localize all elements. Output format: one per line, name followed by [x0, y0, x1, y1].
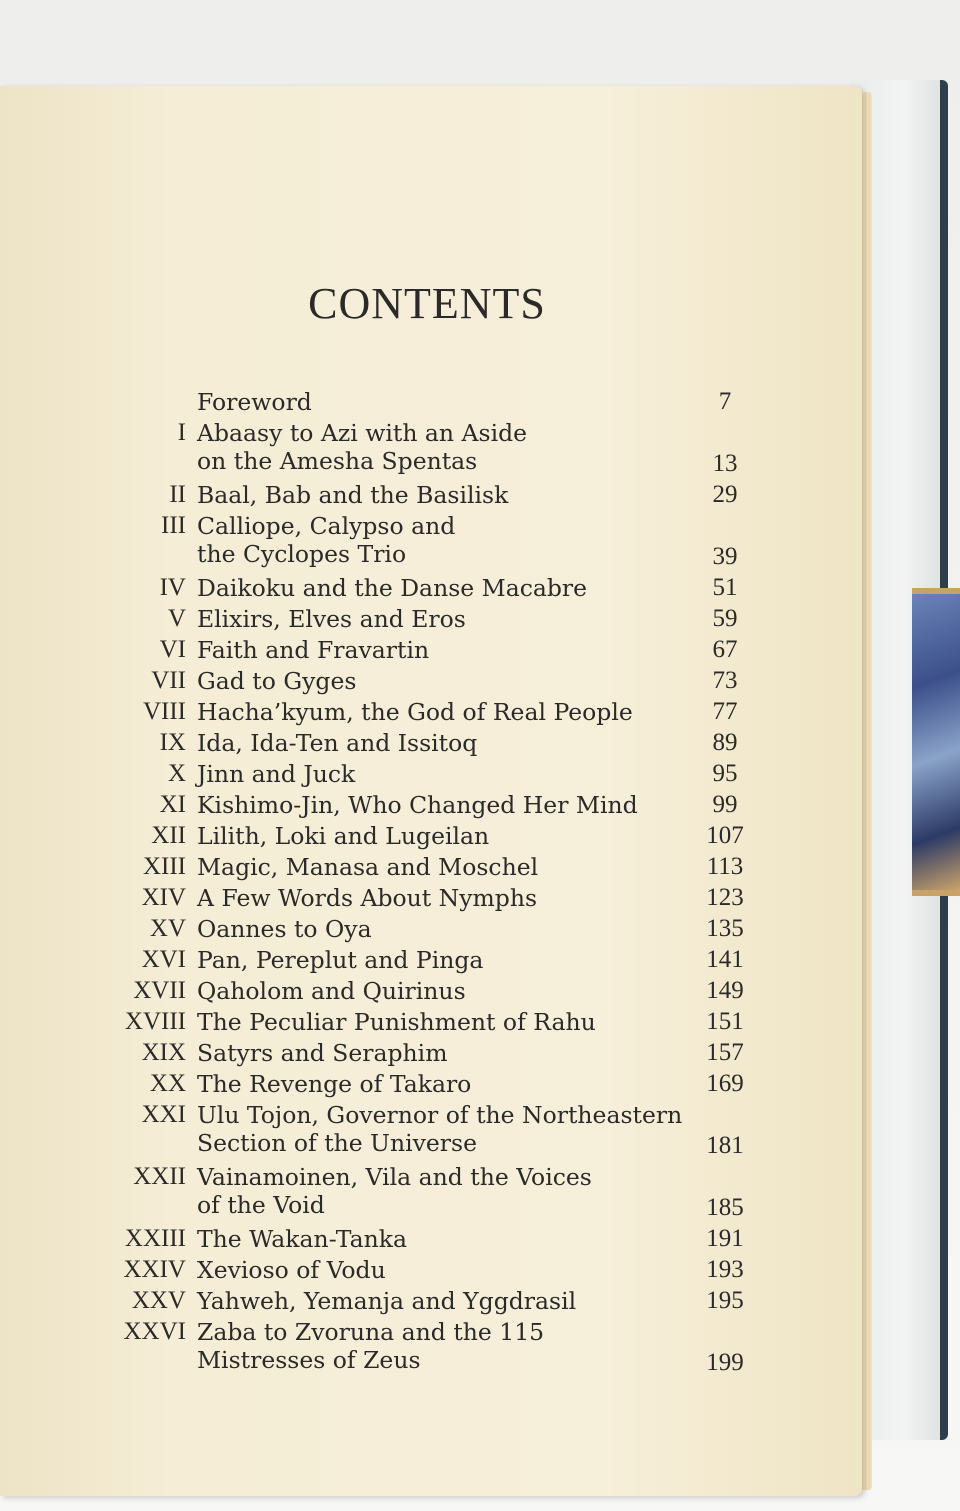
chapter-title-line: Faith and Fravartin	[197, 636, 430, 664]
chapter-number: XX	[149, 1070, 186, 1097]
chapter-title-line: Mistresses of Zeus	[197, 1346, 421, 1374]
page-number: 95	[712, 760, 738, 787]
page-number: 7	[718, 388, 732, 415]
page-number: 157	[706, 1039, 744, 1066]
toc-entry	[0, 915, 862, 946]
chapter-number: II	[169, 481, 186, 508]
chapter-title-line: on the Amesha Spentas	[197, 447, 478, 475]
page-number: 169	[706, 1070, 744, 1097]
chapter-title	[197, 729, 477, 757]
chapter-title-line: Hacha’kyum, the God of Real People	[197, 698, 633, 726]
chapter-title	[197, 1163, 592, 1219]
toc-entry	[0, 636, 862, 667]
chapter-title	[197, 1225, 407, 1253]
page-number: 141	[706, 946, 744, 973]
chapter-title-line: Foreword	[197, 388, 312, 416]
chapter-title	[197, 667, 356, 695]
chapter-title-line: The Revenge of Takaro	[197, 1070, 472, 1098]
chapter-number: XVII	[133, 977, 186, 1004]
toc-entry	[0, 822, 862, 853]
page-number: 39	[712, 543, 738, 570]
page-number: 113	[706, 853, 744, 880]
page-number: 193	[706, 1256, 744, 1283]
chapter-number: XXIV	[123, 1256, 186, 1283]
chapter-number: XIX	[141, 1039, 186, 1066]
chapter-title-line: Yahweh, Yemanja and Yggdrasil	[197, 1287, 577, 1315]
chapter-title-line: Xevioso of Vodu	[197, 1256, 386, 1284]
toc-entry	[0, 791, 862, 822]
chapter-title	[197, 1256, 386, 1284]
chapter-title-line: Daikoku and the Danse Macabre	[197, 574, 588, 602]
chapter-title-line: Calliope, Calypso and	[197, 512, 456, 540]
page-number: 199	[706, 1349, 744, 1376]
toc-entry	[0, 977, 862, 1008]
chapter-number: VI	[159, 636, 186, 663]
chapter-title-line: Satyrs and Seraphim	[197, 1039, 448, 1067]
chapter-number: XIII	[142, 853, 186, 880]
chapter-title	[197, 1101, 682, 1157]
chapter-title	[197, 853, 538, 881]
chapter-title-line: Abaasy to Azi with an Aside	[197, 419, 528, 447]
chapter-title-line: Magic, Manasa and Moschel	[197, 853, 539, 881]
chapter-title	[197, 977, 466, 1005]
chapter-title	[197, 822, 489, 850]
chapter-number: XXII	[133, 1163, 186, 1190]
chapter-number: IV	[159, 574, 186, 601]
chapter-title	[197, 512, 455, 568]
page-number: 149	[706, 977, 744, 1004]
chapter-title	[197, 388, 312, 416]
toc-entry	[0, 946, 862, 977]
toc-entry	[0, 853, 862, 884]
toc-entry	[0, 1163, 862, 1225]
page-number: 77	[712, 698, 738, 725]
toc-entry	[0, 667, 862, 698]
page-number: 123	[706, 884, 744, 911]
chapter-title	[197, 636, 429, 664]
chapter-number: VII	[151, 667, 186, 694]
chapter-title	[197, 1070, 471, 1098]
chapter-number: XV	[149, 915, 186, 942]
chapter-title-line: Elixirs, Elves and Eros	[197, 605, 466, 633]
chapter-title-line: A Few Words About Nymphs	[197, 884, 538, 912]
chapter-title-line: Vainamoinen, Vila and the Voices	[197, 1163, 592, 1191]
toc-entry	[0, 1256, 862, 1287]
toc-entry	[0, 388, 862, 419]
chapter-title-line: Ida, Ida-Ten and Issitoq	[197, 729, 478, 757]
chapter-number: IX	[159, 729, 186, 756]
chapter-number: VIII	[142, 698, 186, 725]
chapter-title-line: Baal, Bab and the Basilisk	[197, 481, 509, 509]
toc-entry	[0, 574, 862, 605]
chapter-title-line: Qaholom and Quirinus	[197, 977, 466, 1005]
cover-illustration	[912, 588, 960, 896]
chapter-title	[197, 760, 355, 788]
toc-entry	[0, 1101, 862, 1163]
chapter-number: XVI	[141, 946, 186, 973]
chapter-title-line: Gad to Gyges	[197, 667, 357, 695]
chapter-title	[197, 574, 587, 602]
chapter-title	[197, 698, 633, 726]
chapter-title-line: Ulu Tojon, Governor of the Northeastern	[197, 1101, 683, 1129]
page-number: 89	[712, 729, 738, 756]
toc-entry	[0, 481, 862, 512]
chapter-title	[197, 1318, 544, 1374]
page-number: 135	[706, 915, 744, 942]
chapter-number: XVIII	[124, 1008, 186, 1035]
chapter-number: V	[167, 605, 186, 632]
chapter-title-line: The Peculiar Punishment of Rahu	[197, 1008, 596, 1036]
page-number: 73	[712, 667, 738, 694]
page-number: 151	[706, 1008, 744, 1035]
toc-entry	[0, 1070, 862, 1101]
toc-entry	[0, 698, 862, 729]
chapter-title-line: Section of the Universe	[197, 1129, 477, 1157]
chapter-number: I	[177, 419, 186, 446]
page-number: 191	[706, 1225, 744, 1252]
page-number: 99	[712, 791, 738, 818]
toc-entry	[0, 1008, 862, 1039]
chapter-title-line: Zaba to Zvoruna and the 115	[197, 1318, 545, 1346]
toc-entry	[0, 1318, 862, 1380]
page-number: 181	[706, 1132, 744, 1159]
chapter-number: III	[161, 512, 186, 539]
chapter-title-line: the Cyclopes Trio	[197, 540, 407, 568]
chapter-number: XXVI	[123, 1318, 186, 1345]
chapter-title	[197, 605, 466, 633]
chapter-title	[197, 915, 372, 943]
chapter-title	[197, 1008, 596, 1036]
page-number: 29	[712, 481, 738, 508]
page-title: CONTENTS	[308, 279, 546, 328]
toc-entry	[0, 512, 862, 574]
toc-entry	[0, 884, 862, 915]
page-number: 107	[706, 822, 744, 849]
page-number: 195	[706, 1287, 744, 1314]
toc-entry	[0, 1039, 862, 1070]
toc-entry	[0, 419, 862, 481]
chapter-number: X	[167, 760, 186, 787]
page-number: 185	[706, 1194, 744, 1221]
chapter-title	[197, 946, 483, 974]
toc-entry	[0, 760, 862, 791]
chapter-title	[197, 419, 527, 475]
chapter-title-line: The Wakan-Tanka	[197, 1225, 408, 1253]
chapter-title-line: Lilith, Loki and Lugeilan	[197, 822, 490, 850]
chapter-number: XI	[159, 791, 186, 818]
chapter-number: XIV	[141, 884, 186, 911]
chapter-title	[197, 481, 508, 509]
page-number: 59	[712, 605, 738, 632]
toc-entry	[0, 1225, 862, 1256]
chapter-number: XXV	[131, 1287, 186, 1314]
chapter-title-line: of the Void	[197, 1191, 325, 1219]
chapter-number: XXI	[141, 1101, 186, 1128]
chapter-title-line: Jinn and Juck	[197, 760, 356, 788]
toc-entry	[0, 605, 862, 636]
chapter-title	[197, 884, 537, 912]
page-number: 67	[712, 636, 738, 663]
chapter-title	[197, 1287, 576, 1315]
chapter-title-line: Oannes to Oya	[197, 915, 372, 943]
chapter-title-line: Pan, Pereplut and Pinga	[197, 946, 484, 974]
chapter-number: XII	[151, 822, 186, 849]
page-number: 13	[712, 450, 738, 477]
page-number: 51	[712, 574, 738, 601]
toc-entry	[0, 1287, 862, 1318]
toc-entry	[0, 729, 862, 760]
chapter-title	[197, 1039, 447, 1067]
chapter-number: XXIII	[124, 1225, 186, 1252]
chapter-title-line: Kishimo-Jin, Who Changed Her Mind	[197, 791, 638, 819]
chapter-title	[197, 791, 638, 819]
